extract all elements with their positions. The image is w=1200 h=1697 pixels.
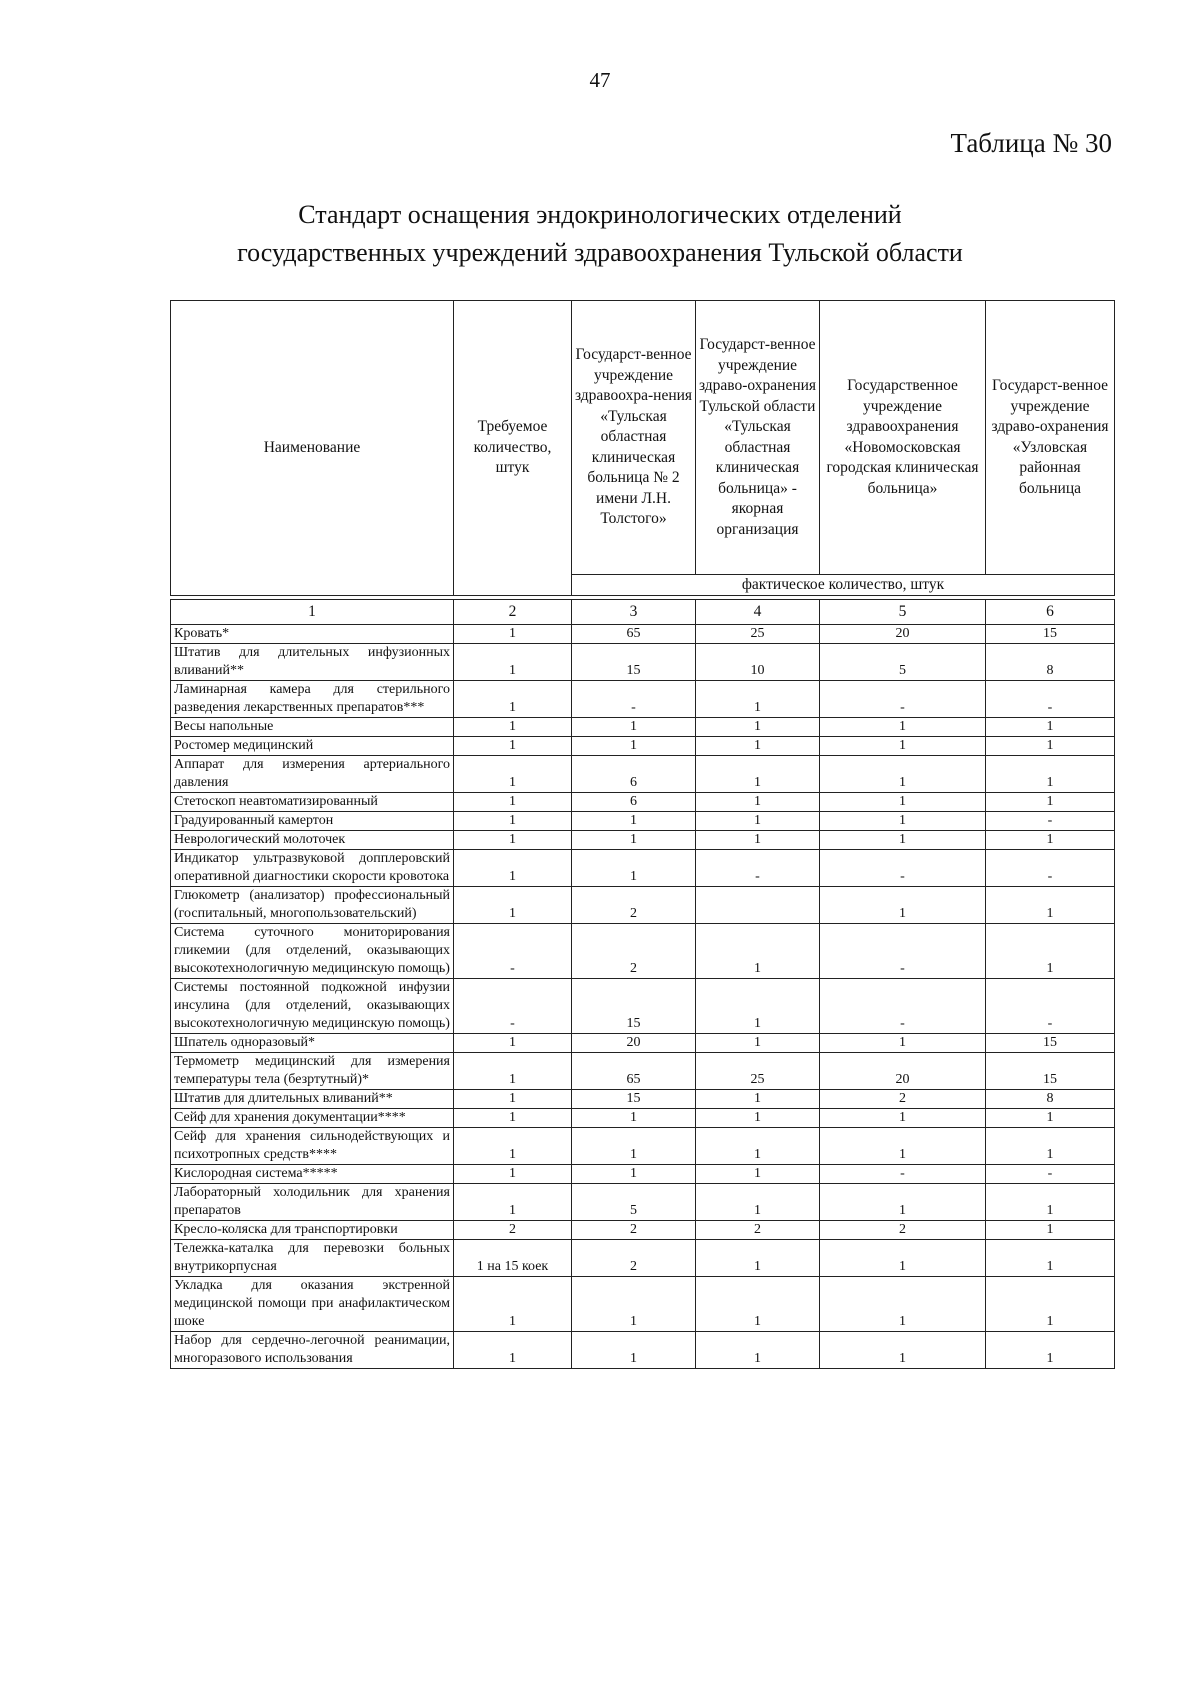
equipment-name: Ламинарная камера для стерильного разведения лекарственных препаратов***: [171, 681, 454, 718]
equipment-name: Кровать*: [171, 625, 454, 644]
equipment-name: Стетоскоп неавтоматизированный: [171, 793, 454, 812]
hospital-6-quantity: -: [986, 681, 1115, 718]
column-number: 2: [454, 600, 572, 625]
hospital-6-quantity: 1: [986, 1240, 1115, 1277]
equipment-name: Ростомер медицинский: [171, 737, 454, 756]
hospital-6-quantity: 1: [986, 756, 1115, 793]
hospital-5-quantity: 1: [820, 1128, 986, 1165]
table-row: [171, 1332, 1115, 1369]
header-hospital-4: Государст-венное учреждение здраво-охранения Тульской области «Тульская областная клиническая больница» - якорная организация: [696, 301, 820, 575]
hospital-3-quantity: 2: [572, 924, 696, 979]
hospital-3-quantity: 15: [572, 644, 696, 681]
required-quantity: 1: [454, 1034, 572, 1053]
required-quantity: 1: [454, 625, 572, 644]
table-row: [171, 1090, 1115, 1109]
hospital-5-quantity: 1: [820, 1034, 986, 1053]
equipment-name: Весы напольные: [171, 718, 454, 737]
hospital-6-quantity: 1: [986, 831, 1115, 850]
hospital-3-quantity: 1: [572, 812, 696, 831]
hospital-4-quantity: 1: [696, 1240, 820, 1277]
table-row: [171, 1240, 1115, 1277]
required-quantity: 2: [454, 1221, 572, 1240]
table-row: [171, 924, 1115, 979]
hospital-4-quantity: [696, 887, 820, 924]
hospital-4-quantity: 1: [696, 812, 820, 831]
table-row: [171, 979, 1115, 1034]
equipment-name: Система суточного мониторирования гликемии (для отделений, оказывающих высокотехнологичную медицинскую помощь): [171, 924, 454, 979]
table-row: [171, 1184, 1115, 1221]
hospital-4-quantity: 10: [696, 644, 820, 681]
required-quantity: 1: [454, 1090, 572, 1109]
required-quantity: 1: [454, 812, 572, 831]
table-row: [171, 887, 1115, 924]
hospital-4-quantity: 1: [696, 1277, 820, 1332]
table-row: [171, 812, 1115, 831]
hospital-3-quantity: 20: [572, 1034, 696, 1053]
hospital-3-quantity: 1: [572, 1332, 696, 1369]
hospital-5-quantity: 2: [820, 1090, 986, 1109]
table-label: Таблица № 30: [950, 128, 1112, 158]
hospital-4-quantity: 1: [696, 1090, 820, 1109]
hospital-5-quantity: -: [820, 1165, 986, 1184]
hospital-3-quantity: 15: [572, 1090, 696, 1109]
header-name: Наименование: [171, 301, 454, 596]
title-line-2: государственных учреждений здравоохранения Тульской области: [237, 238, 963, 267]
hospital-6-quantity: 15: [986, 1034, 1115, 1053]
required-quantity: 1: [454, 1109, 572, 1128]
required-quantity: 1 на 15 коек: [454, 1240, 572, 1277]
table-row: [171, 625, 1115, 644]
hospital-3-quantity: 1: [572, 718, 696, 737]
column-number-row: [171, 600, 1115, 625]
table-row: [171, 831, 1115, 850]
hospital-5-quantity: 1: [820, 718, 986, 737]
hospital-3-quantity: 2: [572, 1240, 696, 1277]
hospital-3-quantity: 6: [572, 793, 696, 812]
hospital-4-quantity: 1: [696, 1109, 820, 1128]
hospital-3-quantity: 1: [572, 1109, 696, 1128]
header-actual-quantity: фактическое количество, штук: [572, 575, 1115, 596]
hospital-5-quantity: 1: [820, 887, 986, 924]
hospital-3-quantity: 1: [572, 1128, 696, 1165]
header-hospital-3: Государст-венное учреждение здравоохра-нения «Тульская областная клиническая больница № 2 имени Л.Н. Толстого»: [572, 301, 696, 575]
hospital-3-quantity: 65: [572, 625, 696, 644]
equipment-name: Термометр медицинский для измерения температуры тела (безртутный)*: [171, 1053, 454, 1090]
required-quantity: 1: [454, 1128, 572, 1165]
required-quantity: 1: [454, 644, 572, 681]
hospital-4-quantity: 1: [696, 831, 820, 850]
hospital-5-quantity: 5: [820, 644, 986, 681]
required-quantity: 1: [454, 793, 572, 812]
hospital-3-quantity: 1: [572, 737, 696, 756]
hospital-4-quantity: 1: [696, 737, 820, 756]
hospital-5-quantity: 1: [820, 756, 986, 793]
hospital-6-quantity: 1: [986, 1277, 1115, 1332]
equipment-name: Тележка-каталка для перевозки больных внутрикорпусная: [171, 1240, 454, 1277]
hospital-4-quantity: 1: [696, 979, 820, 1034]
hospital-4-quantity: 1: [696, 924, 820, 979]
required-quantity: 1: [454, 756, 572, 793]
hospital-5-quantity: 1: [820, 1240, 986, 1277]
hospital-4-quantity: 25: [696, 625, 820, 644]
required-quantity: 1: [454, 1277, 572, 1332]
equipment-name: Сейф для хранения документации****: [171, 1109, 454, 1128]
table-row: [171, 1128, 1115, 1165]
hospital-3-quantity: 1: [572, 1277, 696, 1332]
hospital-5-quantity: 2: [820, 1221, 986, 1240]
hospital-5-quantity: 1: [820, 1184, 986, 1221]
table-row: [171, 718, 1115, 737]
hospital-4-quantity: 1: [696, 681, 820, 718]
required-quantity: 1: [454, 718, 572, 737]
hospital-4-quantity: 1: [696, 793, 820, 812]
table-row: [171, 737, 1115, 756]
table-row: [171, 644, 1115, 681]
hospital-5-quantity: 1: [820, 793, 986, 812]
equipment-name: Лабораторный холодильник для хранения препаратов: [171, 1184, 454, 1221]
hospital-3-quantity: 65: [572, 1053, 696, 1090]
hospital-3-quantity: 6: [572, 756, 696, 793]
hospital-6-quantity: 15: [986, 625, 1115, 644]
header-hospital-6: Государст-венное учреждение здраво-охранения «Узловская районная больница: [986, 301, 1115, 575]
hospital-3-quantity: 15: [572, 979, 696, 1034]
required-quantity: 1: [454, 737, 572, 756]
equipment-name: Штатив для длительных вливаний**: [171, 1090, 454, 1109]
hospital-4-quantity: 25: [696, 1053, 820, 1090]
required-quantity: 1: [454, 1165, 572, 1184]
hospital-3-quantity: 5: [572, 1184, 696, 1221]
column-number: 3: [572, 600, 696, 625]
required-quantity: 1: [454, 1332, 572, 1369]
header-required-quantity: Требуемое количество, штук: [454, 301, 572, 596]
table-row: [171, 793, 1115, 812]
equipment-name: Кресло-коляска для транспортировки: [171, 1221, 454, 1240]
hospital-3-quantity: 2: [572, 1221, 696, 1240]
table-row: [171, 1165, 1115, 1184]
document-title: [0, 196, 1200, 272]
equipment-name: Набор для сердечно-легочной реанимации, многоразового использования: [171, 1332, 454, 1369]
hospital-3-quantity: 1: [572, 850, 696, 887]
required-quantity: -: [454, 924, 572, 979]
column-number: 1: [171, 600, 454, 625]
hospital-3-quantity: 1: [572, 831, 696, 850]
hospital-4-quantity: 2: [696, 1221, 820, 1240]
required-quantity: 1: [454, 850, 572, 887]
hospital-4-quantity: 1: [696, 756, 820, 793]
hospital-5-quantity: 1: [820, 1109, 986, 1128]
equipment-name: Неврологический молоточек: [171, 831, 454, 850]
equipment-name: Кислородная система*****: [171, 1165, 454, 1184]
hospital-6-quantity: 1: [986, 887, 1115, 924]
hospital-4-quantity: 1: [696, 1332, 820, 1369]
column-number: 4: [696, 600, 820, 625]
hospital-5-quantity: 1: [820, 1332, 986, 1369]
hospital-3-quantity: -: [572, 681, 696, 718]
hospital-6-quantity: 1: [986, 793, 1115, 812]
hospital-6-quantity: -: [986, 850, 1115, 887]
title-line-1: Стандарт оснащения эндокринологических отделений: [298, 200, 902, 229]
hospital-3-quantity: 1: [572, 1165, 696, 1184]
hospital-6-quantity: 1: [986, 1221, 1115, 1240]
equipment-name: Сейф для хранения сильнодействующих и психотропных средств****: [171, 1128, 454, 1165]
equipment-name: Градуированный камертон: [171, 812, 454, 831]
hospital-5-quantity: 20: [820, 625, 986, 644]
hospital-6-quantity: 15: [986, 1053, 1115, 1090]
hospital-5-quantity: 1: [820, 1277, 986, 1332]
required-quantity: 1: [454, 887, 572, 924]
hospital-5-quantity: -: [820, 850, 986, 887]
hospital-6-quantity: 1: [986, 737, 1115, 756]
column-number: 5: [820, 600, 986, 625]
hospital-6-quantity: 1: [986, 718, 1115, 737]
column-number: 6: [986, 600, 1115, 625]
equipment-name: Системы постоянной подкожной инфузии инсулина (для отделений, оказывающих высокотехнологичную медицинскую помощь): [171, 979, 454, 1034]
hospital-6-quantity: 8: [986, 644, 1115, 681]
required-quantity: 1: [454, 1053, 572, 1090]
header-row: [171, 301, 1115, 575]
hospital-6-quantity: -: [986, 1165, 1115, 1184]
hospital-4-quantity: 1: [696, 1165, 820, 1184]
hospital-6-quantity: 1: [986, 924, 1115, 979]
hospital-6-quantity: 1: [986, 1109, 1115, 1128]
table-row: [171, 1034, 1115, 1053]
equipment-name: Индикатор ультразвуковой допплеровский оперативной диагностики скорости кровотока: [171, 850, 454, 887]
table-row: [171, 1277, 1115, 1332]
hospital-5-quantity: 20: [820, 1053, 986, 1090]
page-number: 47: [589, 68, 611, 92]
required-quantity: -: [454, 979, 572, 1034]
equipment-name: Глюкометр (анализатор) профессиональный (госпитальный, многопользовательский): [171, 887, 454, 924]
equipment-name: Аппарат для измерения артериального давления: [171, 756, 454, 793]
required-quantity: 1: [454, 831, 572, 850]
table-row: [171, 1109, 1115, 1128]
hospital-6-quantity: 1: [986, 1128, 1115, 1165]
hospital-4-quantity: 1: [696, 1034, 820, 1053]
hospital-4-quantity: 1: [696, 1128, 820, 1165]
hospital-6-quantity: -: [986, 979, 1115, 1034]
table-row: [171, 681, 1115, 718]
hospital-4-quantity: 1: [696, 1184, 820, 1221]
table-row: [171, 1053, 1115, 1090]
equipment-name: Укладка для оказания экстренной медицинской помощи при анафилактическом шоке: [171, 1277, 454, 1332]
required-quantity: 1: [454, 1184, 572, 1221]
equipment-name: Шпатель одноразовый*: [171, 1034, 454, 1053]
hospital-5-quantity: -: [820, 979, 986, 1034]
table-row: [171, 850, 1115, 887]
hospital-6-quantity: 1: [986, 1332, 1115, 1369]
table-row: [171, 756, 1115, 793]
equipment-name: Штатив для длительных инфузионных вливаний**: [171, 644, 454, 681]
table-row: [171, 1221, 1115, 1240]
hospital-4-quantity: 1: [696, 718, 820, 737]
hospital-4-quantity: -: [696, 850, 820, 887]
hospital-3-quantity: 2: [572, 887, 696, 924]
hospital-5-quantity: -: [820, 924, 986, 979]
hospital-5-quantity: 1: [820, 812, 986, 831]
equipment-table: [170, 300, 1115, 1369]
required-quantity: 1: [454, 681, 572, 718]
hospital-6-quantity: 8: [986, 1090, 1115, 1109]
header-hospital-5: Государственное учреждение здравоохранения «Новомосковская городская клиническая больница»: [820, 301, 986, 575]
hospital-6-quantity: -: [986, 812, 1115, 831]
hospital-5-quantity: -: [820, 681, 986, 718]
hospital-5-quantity: 1: [820, 737, 986, 756]
hospital-6-quantity: 1: [986, 1184, 1115, 1221]
hospital-5-quantity: 1: [820, 831, 986, 850]
